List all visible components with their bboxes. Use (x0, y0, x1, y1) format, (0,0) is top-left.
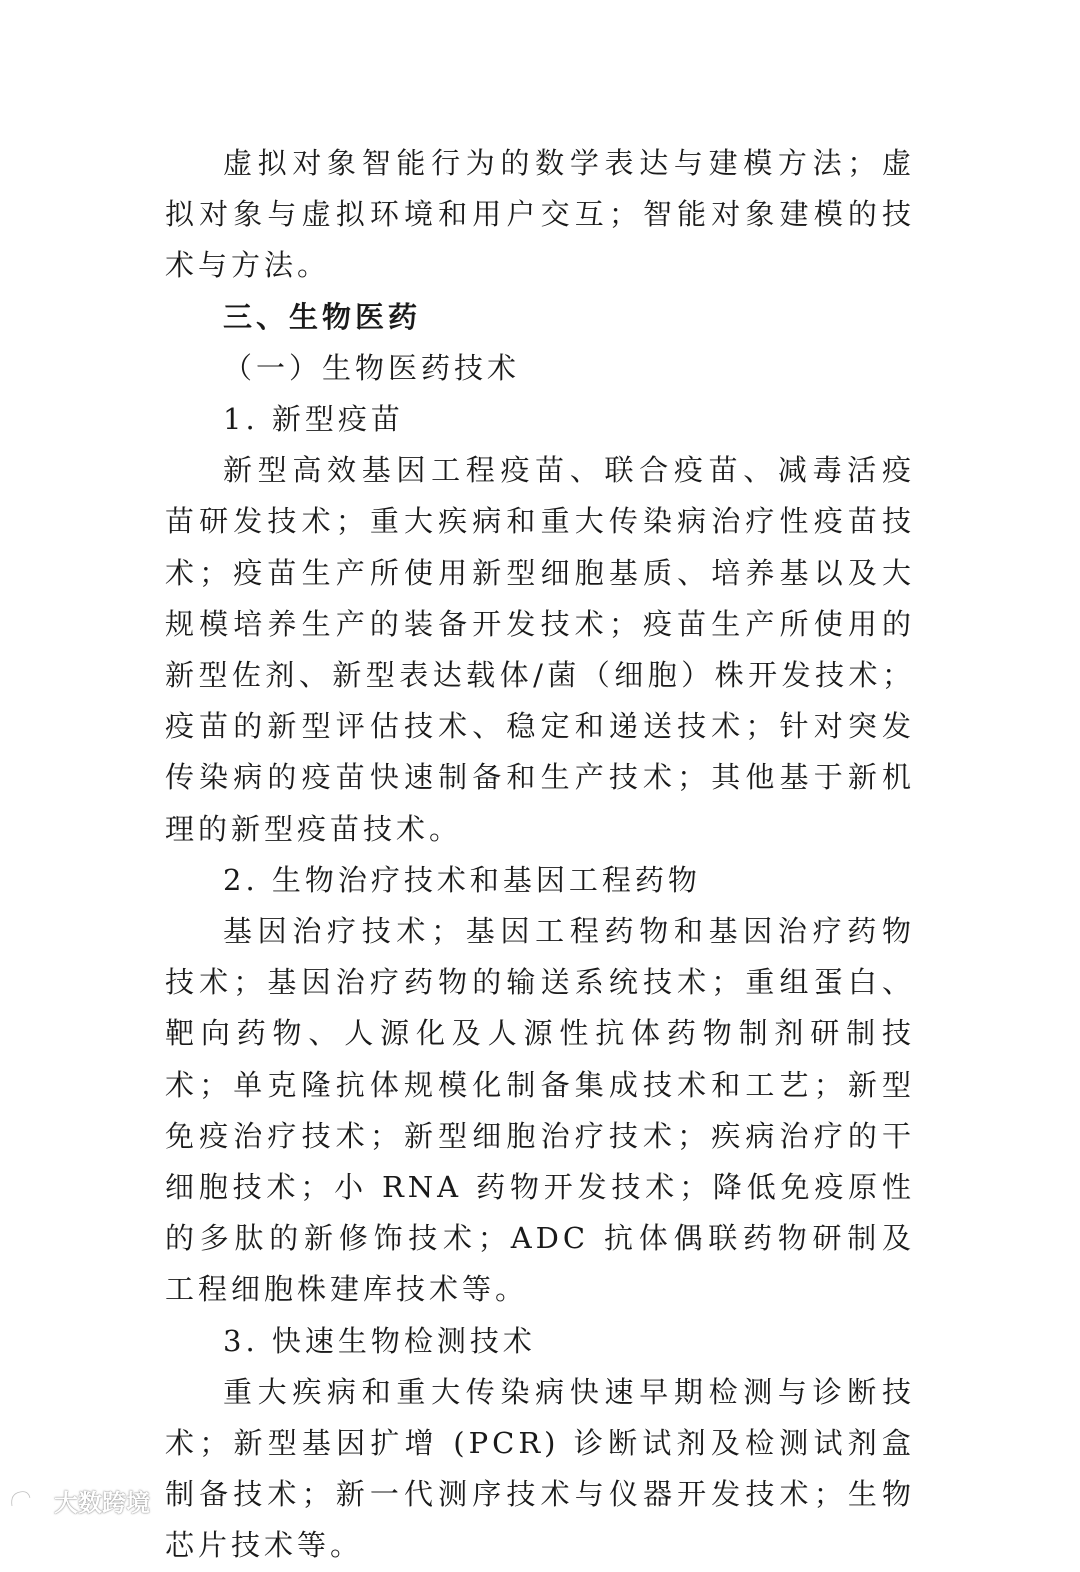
brand-logo-icon (8, 1486, 48, 1514)
paragraph-biotherapy: 基因治疗技术；基因工程药物和基因治疗药物技术；基因治疗药物的输送系统技术；重组蛋白、靶向药物、人源化及人源性抗体药物制剂研制技术；单克隆抗体规模化制备集成技术和工艺；新型免疫治疗技术；新型细胞治疗技术；疾病治疗的干细胞技术；小 RNA 药物开发技术；降低免疫原性的多肽的新修饰技术；ADC 抗体偶联药物研制及工程细胞株建库技术等。 (165, 914, 915, 1307)
paragraph-rapid-detection: 重大疾病和重大传染病快速早期检测与诊断技术；新型基因扩增 (PCR) 诊断试剂及检测试剂盒制备技术；新一代测序技术与仪器开发技术；生物芯片技术等。 (165, 1374, 915, 1563)
item-heading-new-vaccines: 1. 新型疫苗 (223, 402, 404, 437)
subsection-heading-biomedical-tech: （一）生物医药技术 (223, 350, 521, 385)
item-heading-biotherapy: 2. 生物治疗技术和基因工程药物 (223, 862, 701, 897)
watermark-text: 大数跨境 (54, 1488, 150, 1517)
item-heading-rapid-detection: 3. 快速生物检测技术 (223, 1323, 536, 1358)
section-heading-biomedicine: 三、生物医药 (223, 299, 422, 334)
document-page (165, 138, 915, 1572)
paragraph-new-vaccines: 新型高效基因工程疫苗、联合疫苗、减毒活疫苗研发技术；重大疾病和重大传染病治疗性疫苗技术；疫苗生产所使用新型细胞基质、培养基以及大规模培养生产的装备开发技术；疫苗生产所使用的新型佐剂、新型表达载体/菌（细胞）株开发技术；疫苗的新型评估技术、稳定和递送技术；针对突发传染病的疫苗快速制备和生产技术；其他基于新机理的新型疫苗技术。 (165, 453, 915, 846)
watermark (8, 1484, 150, 1516)
paragraph-virtual-objects: 虚拟对象智能行为的数学表达与建模方法；虚拟对象与虚拟环境和用户交互；智能对象建模的技术与方法。 (165, 146, 915, 283)
